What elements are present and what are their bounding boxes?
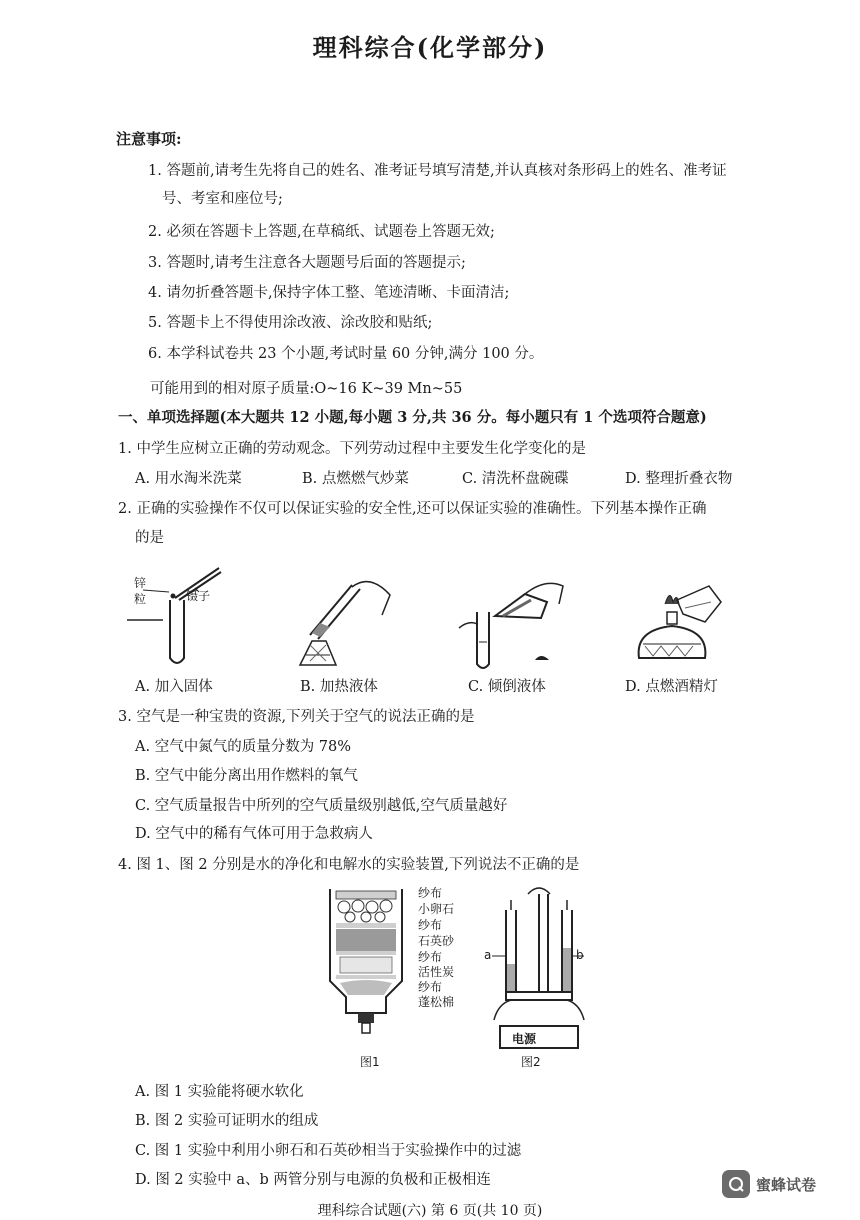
q2-option-a: A. 加入固体	[135, 679, 213, 695]
label-tweezers: 镊子	[186, 589, 211, 603]
q4-option-c: C. 图 1 实验中利用小卵石和石英砂相当于实验操作中的过滤	[135, 1143, 522, 1159]
fig1-layer-label: 小卵石	[418, 902, 455, 916]
note-item: 2. 必须在答题卡上答题,在草稿纸、试题卷上答题无效;	[148, 224, 495, 240]
fig1-layer-label: 蓬松棉	[418, 995, 455, 1009]
q2-option-c: C. 倾倒液体	[468, 679, 546, 695]
q3-option-b: B. 空气中能分离出用作燃料的氧气	[135, 768, 358, 784]
notes-heading: 注意事项:	[116, 130, 182, 148]
note-item: 3. 答题时,请考生注意各大题题号后面的答题提示;	[148, 255, 466, 271]
watermark-icon	[722, 1170, 750, 1198]
watermark-logo	[722, 1170, 816, 1198]
q2-stem: 2. 正确的实验操作不仅可以保证实验的安全性,还可以保证实验的准确性。下列基本操作正确	[118, 501, 707, 517]
note-item: 5. 答题卡上不得使用涂改液、涂改胶和贴纸;	[148, 315, 433, 331]
note-item: 4. 请勿折叠答题卡,保持字体工整、笔迹清晰、卡面清洁;	[148, 285, 510, 301]
note-item: 号、考室和座位号;	[162, 191, 283, 207]
fig2-caption: 图2	[521, 1055, 541, 1069]
q1-stem: 1. 中学生应树立正确的劳动观念。下列劳动过程中主要发生化学变化的是	[118, 441, 586, 457]
note-item: 6. 本学科试卷共 23 个小题,考试时量 60 分钟,满分 100 分。	[148, 346, 544, 362]
q3-option-a: A. 空气中氮气的质量分数为 78%	[135, 739, 352, 755]
fig1-caption: 图1	[360, 1055, 380, 1069]
q2-stem-cont: 的是	[135, 530, 164, 546]
label-zinc-1: 锌	[134, 576, 147, 590]
fig1-layer-label: 纱布	[418, 950, 443, 964]
label-zinc-2: 粒	[134, 592, 147, 606]
fig2-power-label: 电源	[512, 1032, 537, 1046]
q4-stem: 4. 图 1、图 2 分别是水的净化和电解水的实验装置,下列说法不正确的是	[118, 857, 580, 873]
q1-option-d: D. 整理折叠衣物	[625, 471, 733, 487]
fig1-layer-label: 石英砂	[418, 934, 455, 948]
fig2-label-b: b	[576, 948, 584, 962]
figure-electrolysis	[484, 880, 594, 1055]
q2-option-d: D. 点燃酒精灯	[625, 679, 718, 695]
page-title: 理科综合(化学部分)	[312, 33, 548, 62]
fig2-label-a: a	[484, 948, 492, 962]
fig1-layer-label: 纱布	[418, 886, 443, 900]
q2-option-b: B. 加热液体	[300, 679, 378, 695]
q4-option-b: B. 图 2 实验可证明水的组成	[135, 1113, 319, 1129]
q1-option-c: C. 清洗杯盘碗碟	[462, 471, 569, 487]
watermark-text: 蜜蜂试卷	[756, 1175, 817, 1194]
q1-option-a: A. 用水淘米洗菜	[135, 471, 242, 487]
page-footer: 理科综合试题(六) 第 6 页(共 10 页)	[317, 1203, 543, 1219]
figure-water-purifier	[318, 885, 418, 1040]
section-heading: 一、单项选择题(本大题共 12 小题,每小题 3 分,共 36 分。每小题只有 1 个选项符合题意)	[118, 409, 707, 426]
q1-option-b: B. 点燃燃气炒菜	[302, 471, 409, 487]
note-item: 1. 答题前,请考生先将自己的姓名、准考证号填写清楚,并认真核对条形码上的姓名、准考证	[148, 163, 727, 179]
figure-alcohol-lamp	[625, 582, 725, 672]
fig1-layer-label: 纱布	[418, 980, 443, 994]
q3-stem: 3. 空气是一种宝贵的资源,下列关于空气的说法正确的是	[118, 709, 475, 725]
atomic-mass-line: 可能用到的相对原子质量:O~16 K~39 Mn~55	[150, 381, 463, 397]
q4-option-d: D. 图 2 实验中 a、b 两管分别与电源的负极和正极相连	[135, 1172, 491, 1188]
fig1-layer-label: 纱布	[418, 918, 443, 932]
q3-option-c: C. 空气质量报告中所列的空气质量级别越低,空气质量越好	[135, 798, 508, 814]
q4-option-a: A. 图 1 实验能将硬水软化	[135, 1084, 304, 1100]
fig1-layer-label: 活性炭	[418, 965, 455, 979]
figure-pour-liquid	[455, 572, 575, 672]
figure-heat-liquid	[290, 575, 400, 675]
q3-option-d: D. 空气中的稀有气体可用于急救病人	[135, 826, 373, 842]
